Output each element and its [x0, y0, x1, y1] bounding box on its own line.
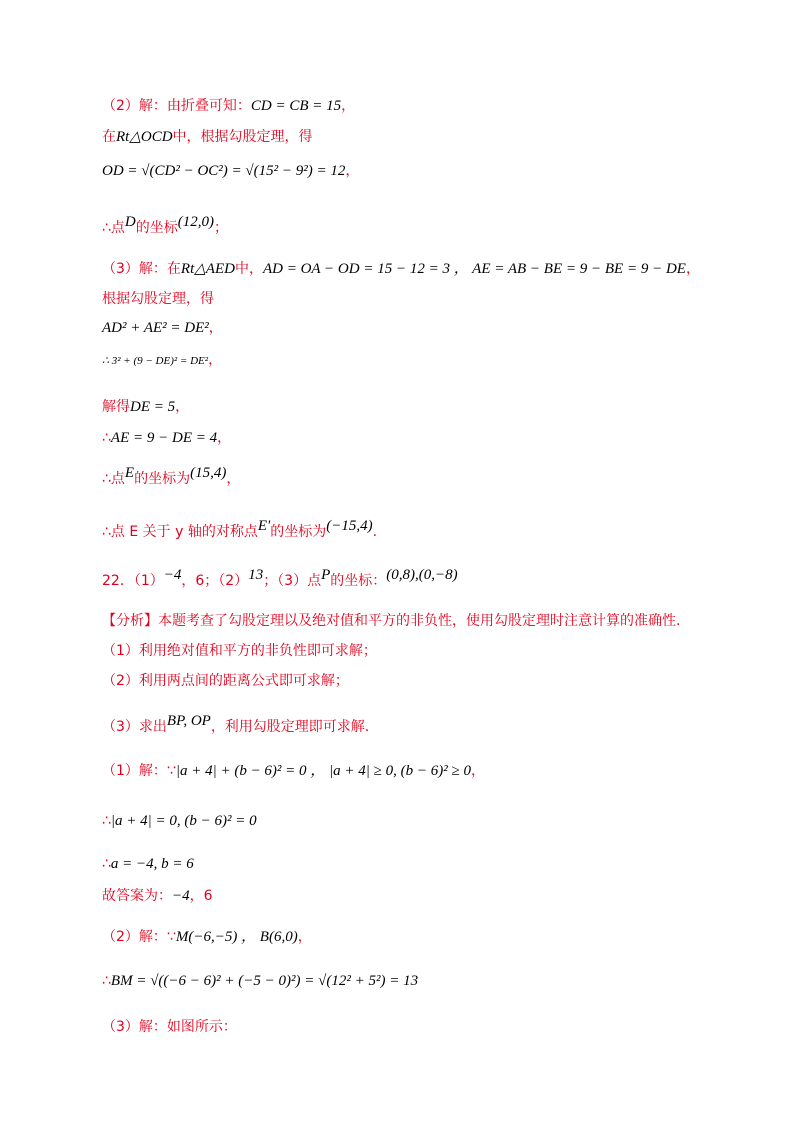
- text-red: ∴点: [102, 471, 125, 487]
- part1-result-line: [102, 854, 194, 874]
- math-expression: Rt△AED: [180, 261, 235, 277]
- analysis-step1-line: [102, 641, 377, 661]
- text-red: （2）解：∵: [102, 929, 176, 945]
- math-expression: |a + 4| + (b − 6)² = 0 ， |a + 4| ≥ 0, (b − 6)² ≥ 0: [175, 763, 471, 779]
- text-tail: ，: [341, 98, 356, 114]
- math-expression: a = −4, b = 6: [110, 856, 194, 872]
- text-red: 在: [102, 129, 116, 145]
- text-red: （3）求出: [102, 719, 167, 735]
- text-red: ∴: [102, 973, 111, 989]
- text-tail: ；（3）点: [263, 573, 322, 589]
- text-tail: ，: [345, 163, 360, 179]
- text-red: 【分析】本题考查了勾股定理以及绝对值和平方的非负性，使用勾股定理时注意计算的准确性.: [102, 613, 681, 629]
- analysis-step3-line: [102, 713, 370, 737]
- math-expression: AE = 9 − DE = 4: [110, 430, 218, 446]
- text-red: ∴点 E 关于 y 轴的对称点: [102, 524, 258, 540]
- math-expression: P: [321, 567, 331, 583]
- text-red: （1）利用绝对值和平方的非负性即可求解；: [102, 643, 377, 659]
- math-expression: −4: [163, 567, 182, 583]
- text-tail: ，: [208, 352, 223, 368]
- math-expression: D: [124, 214, 136, 230]
- math-expression: M(−6,−5) ， B(6,0): [175, 929, 298, 945]
- math-expression: (0,8),(0,−8): [386, 567, 458, 583]
- solution-part2-line: [102, 96, 355, 116]
- point-d-coordinate-line: [102, 214, 229, 238]
- text-red: （2）解：由折叠可知：: [102, 98, 251, 114]
- text-tail: ，6: [189, 888, 213, 904]
- text-red: （1）解：∵: [102, 763, 176, 779]
- math-expression: (12,0): [177, 214, 215, 230]
- text-red: 根据勾股定理，得: [102, 291, 214, 307]
- text-red: 的坐标为: [134, 471, 191, 487]
- text-red: （2）利用两点间的距离公式即可求解；: [102, 673, 349, 689]
- bm-distance-line: [102, 971, 418, 991]
- ae-result-line: [102, 428, 231, 448]
- text-red: ∴: [102, 856, 111, 872]
- question-22-answer-line: [102, 567, 458, 591]
- text-red: 22．（1）: [102, 573, 164, 589]
- text-tail: ，: [471, 763, 485, 779]
- analysis-step2-line: [102, 671, 349, 691]
- math-expression: AD = OA − OD = 15 − 12 = 3 ， AE = AB − BE = 9 − BE = 9 − DE: [262, 261, 686, 277]
- text-tail: ，: [217, 430, 232, 446]
- equation-line: [102, 318, 223, 338]
- part2-solution-line: [102, 927, 312, 947]
- text-tail: ，利用勾股定理即可求解.: [210, 719, 370, 735]
- math-expression: E′: [257, 518, 271, 534]
- text-tail: .: [372, 524, 378, 540]
- text-red: 中，根据勾股定理，得: [172, 129, 313, 145]
- text-red: 中，: [234, 261, 263, 277]
- math-expression: OD = √(CD² − OC²) = √(15² − 9²) = 12: [102, 163, 346, 179]
- text-tail: ，: [297, 929, 312, 945]
- math-expression: ∴ 3² + (9 − DE)² = DE²: [102, 355, 209, 367]
- math-expression: (15,4): [190, 465, 227, 481]
- solution-part3-line: [102, 259, 700, 279]
- text-red: 故答案为：: [102, 888, 172, 904]
- text-red: ∴: [102, 813, 111, 829]
- text-tail: 的坐标：: [330, 573, 387, 589]
- text-tail: ，: [175, 399, 190, 415]
- pythagoras-intro-line: [102, 127, 313, 147]
- text-red: 的坐标为: [270, 524, 327, 540]
- analysis-line: [102, 611, 680, 631]
- text-tail: ，: [685, 261, 700, 277]
- math-expression: BP, OP: [166, 713, 211, 729]
- text-tail: ，: [226, 471, 241, 487]
- point-e-coordinate-line: [102, 465, 241, 489]
- text-red: 解得: [102, 399, 130, 415]
- text-red: ∴: [102, 430, 111, 446]
- math-expression: Rt△OCD: [116, 129, 173, 145]
- math-expression: BM = √((−6 − 6)² + (−5 − 0)²) = √(12² + 5²) = 13: [110, 973, 419, 989]
- math-expression: DE = 5: [130, 399, 176, 415]
- math-expression: 13: [248, 567, 264, 583]
- text-tail: ，: [208, 320, 223, 336]
- math-expression: E: [124, 465, 135, 481]
- math-expression: −4: [172, 888, 190, 904]
- math-expression: CD = CB = 15: [250, 98, 342, 114]
- pythagoras-line: [102, 289, 214, 309]
- text-red: （3）解：如图所示：: [102, 1019, 237, 1035]
- part1-solution-line: [102, 761, 485, 781]
- substitution-line: [102, 350, 222, 371]
- part1-step-line: [102, 811, 257, 831]
- text-red: （3）解：在: [102, 261, 181, 277]
- text-red: ∴点: [102, 220, 125, 236]
- part1-answer-line: [102, 886, 213, 906]
- text-red: 的坐标: [135, 220, 178, 236]
- math-expression: (−15,4): [326, 518, 373, 534]
- od-calculation-line: [102, 161, 359, 181]
- symmetric-point-line: [102, 518, 378, 542]
- text-red: ，6；（2）: [181, 573, 249, 589]
- part3-solution-line: [102, 1017, 237, 1037]
- math-expression: AD² + AE² = DE²: [102, 320, 209, 336]
- text-tail: ；: [214, 220, 229, 236]
- solve-de-line: [102, 397, 189, 417]
- math-expression: |a + 4| = 0, (b − 6)² = 0: [110, 813, 257, 829]
